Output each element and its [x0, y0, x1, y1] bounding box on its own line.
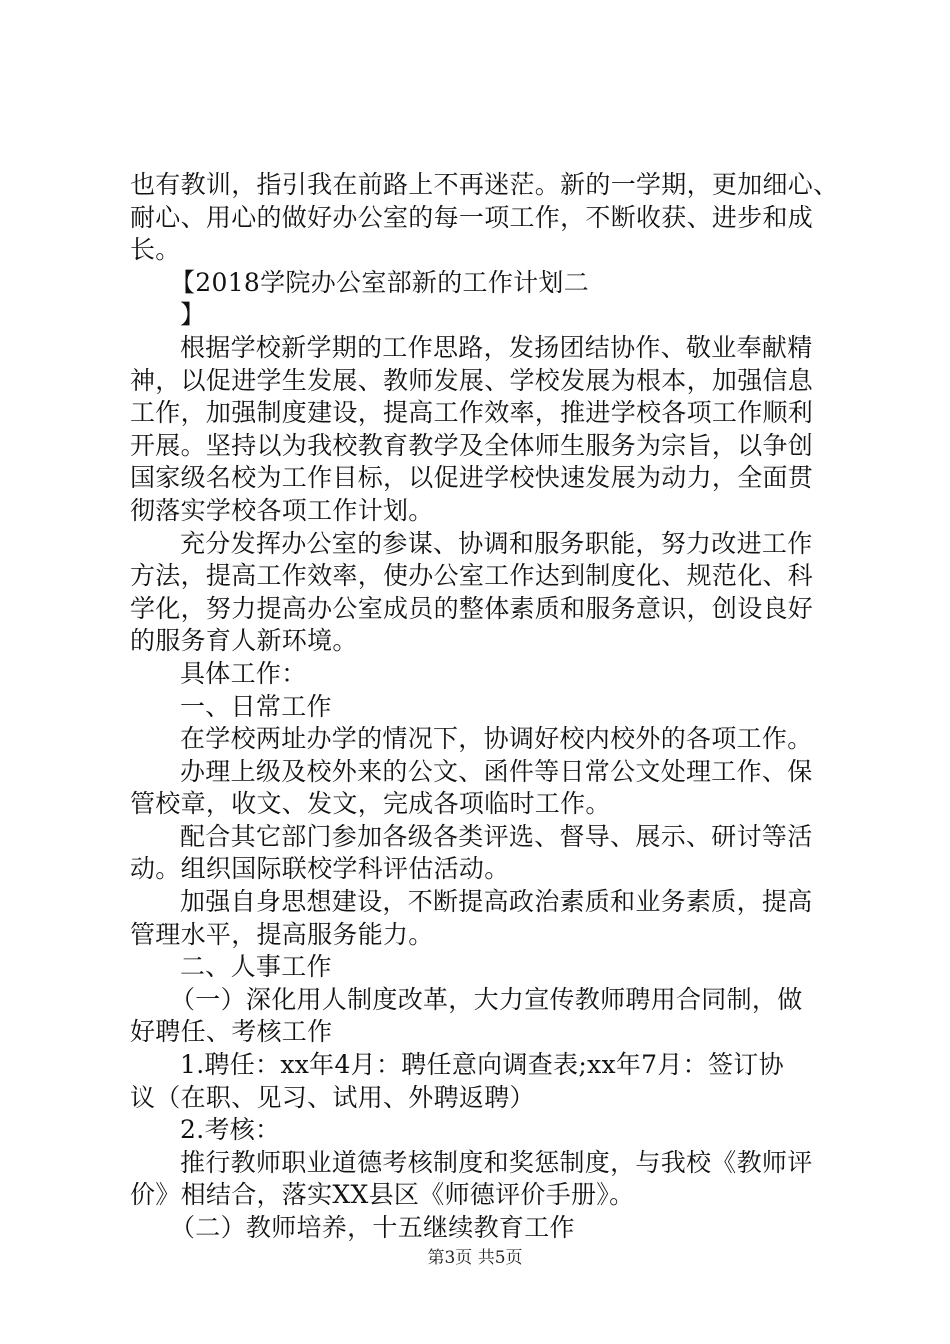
text-line: 办理上级及校外来的公文、函件等日常公文处理工作、保	[180, 756, 813, 786]
text-line: 管校章，收文、发文，完成各项临时工作。	[130, 789, 611, 819]
text-line: 【2018学院办公室部新的工作计划二	[170, 267, 590, 297]
text-line: 学化，努力提高办公室成员的整体素质和服务意识，创设良好	[130, 593, 814, 623]
text-line: 2.考核：	[180, 1115, 281, 1145]
text-line: 工作，加强制度建设，提高工作效率，推进学校各项工作顺利	[130, 398, 814, 428]
text-line: 议（在职、见习、试用、外聘返聘）	[130, 1082, 535, 1112]
text-line: 推行教师职业道德考核制度和奖惩制度，与我校《教师评	[180, 1147, 813, 1177]
text-line: 加强自身思想建设，不断提高政治素质和业务素质，提高	[180, 887, 813, 917]
text-line: 开展。坚持以为我校教育教学及全体师生服务为宗旨，以争创	[130, 430, 814, 460]
text-line: 二、人事工作	[180, 952, 332, 982]
text-line: 一、日常工作	[180, 691, 332, 721]
page-footer: 第3页 共5页	[427, 1248, 523, 1268]
text-line: 配合其它部门参加各级各类评选、督导、展示、研讨等活	[180, 821, 813, 851]
text-line: 彻落实学校各项工作计划。	[130, 495, 434, 525]
text-line: 国家级名校为工作目标，以促进学校快速发展为动力，全面贯	[130, 463, 814, 493]
text-line: 好聘任、考核工作	[130, 1017, 333, 1047]
text-line: 方法，提高工作效率，使办公室工作达到制度化、规范化、科	[130, 561, 814, 591]
text-line: 神，以促进学生发展、教师发展、学校发展为根本，加强信息	[130, 365, 814, 395]
text-line: 在学校两址办学的情况下，协调好校内校外的各项工作。	[180, 724, 813, 754]
text-line: 具体工作：	[180, 658, 307, 688]
text-line: 耐心、用心的做好办公室的每一项工作，不断收获、进步和成	[130, 202, 814, 232]
text-line: （一）深化用人制度改革，大力宣传教师聘用合同制，做	[170, 984, 803, 1014]
text-line: 价》相结合，落实XX县区《师德评价手册》。	[130, 1180, 635, 1210]
text-line: 也有教训，指引我在前路上不再迷茫。新的一学期，更加细心、	[130, 170, 839, 199]
text-line: 充分发挥办公室的参谋、协调和服务职能，努力改进工作	[180, 528, 813, 558]
text-line: 管理水平，提高服务能力。	[130, 919, 434, 949]
text-line: 长。	[130, 235, 181, 265]
document-body	[130, 169, 839, 1245]
text-line: 1.聘任：xx年4月：聘任意向调查表;xx年7月：签订协	[180, 1050, 784, 1080]
text-line: 的服务育人新环境。	[130, 626, 358, 656]
text-line: 】	[180, 300, 206, 330]
text-line: 根据学校新学期的工作思路，发扬团结协作、敬业奉献精	[180, 332, 813, 362]
text-line: 动。组织国际联校学科评估活动。	[130, 854, 510, 884]
text-line: （二）教师培养，十五继续教育工作	[170, 1213, 575, 1242]
